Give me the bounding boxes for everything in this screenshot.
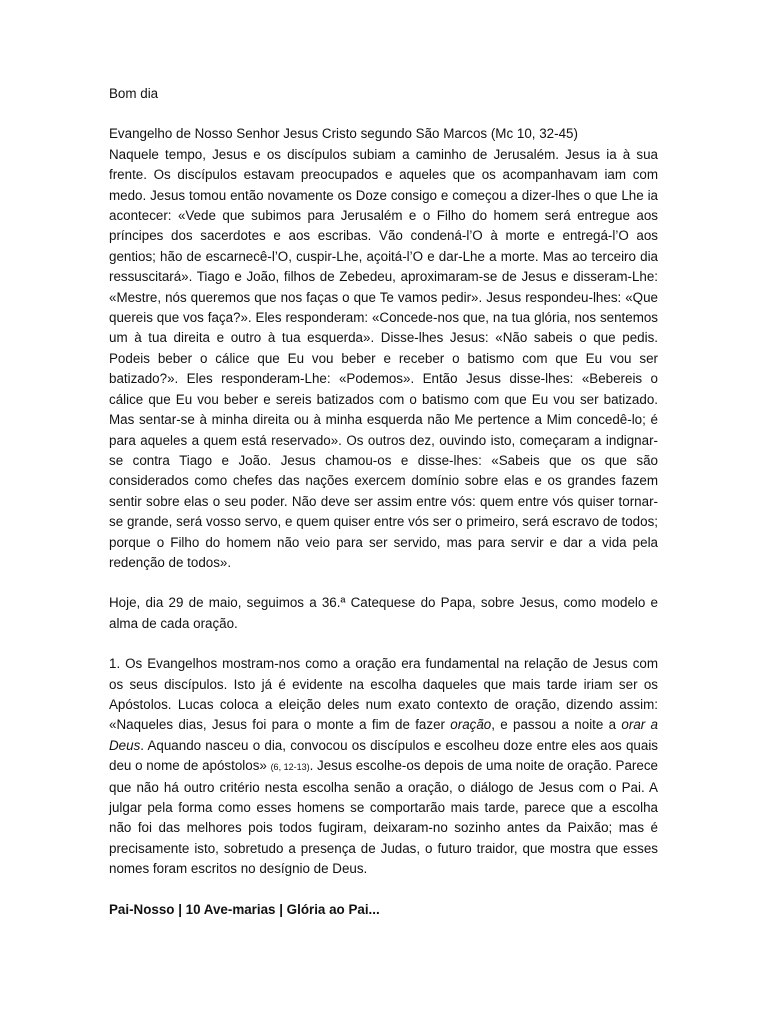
point-1-reference: (6, 12-13) <box>270 762 310 773</box>
point-1-italic-orar: orar a Deus <box>109 717 658 753</box>
point-1-text-b: , e passou a noite a <box>491 717 622 733</box>
point-1-text-d: . Jesus escolhe-os depois de uma noite de oração. Parece que não há outro critério nesta escolha senão a oração, o diálogo de Jesus com o Pai. A julgar pela forma como esses homens se comportarão mais tarde, parece que a escolha não foi das melhores pois todos fugiram, deixaram-no sozinho antes da Paixão; mas é precisamente isto, sobretudo a presença de Judas, o futuro traidor, que mostra que esses nomes foram escritos no desígnio de Deus. <box>109 758 658 877</box>
gospel-text: Naquele tempo, Jesus e os discípulos subiam a caminho de Jerusalém. Jesus ia à sua frente. Os discípulos estavam preocupados e aqueles que os acompanhavam iam com medo. Jesus tomou então novamente os Doze consigo e começou a dizer-lhes o que Lhe ia acontecer: «Vede que subimos para Jerusalém e o Filho do homem será entregue aos príncipes dos sacerdotes e aos escribas. Vão condená-l’O à morte e entregá-l’O aos gentios; hão de escarnecê-l’O, cuspir-Lhe, açoitá-l’O e dar-Lhe a morte. Mas ao terceiro dia ressuscitará». Tiago e João, filhos de Zebedeu, aproximaram-se de Jesus e disseram-Lhe: «Mestre, nós queremos que nos faças o que Te vamos pedir». Jesus respondeu-lhes: «Que quereis que vos faça?». Eles responderam: «Concede-nos que, na tua glória, nos sentemos um à tua direita e outro à tua esquerda». Disse-lhes Jesus: «Não sabeis o que pedis. Podeis beber o cálice que Eu vou beber e receber o batismo com que Eu vou ser batizado?». Eles responderam-Lhe: «Podemos». Então Jesus disse-lhes: «Bebereis o cálice que Eu vou beber e sereis batizados com o batismo com que Eu vou ser batizado. Mas sentar-se à minha direita ou à minha esquerda não Me pertence a Mim concedê-lo; é para aqueles a quem está reservado». Os outros dez, ouvindo isto, começaram a indignar-se contra Tiago e João. Jesus chamou-os e disse-lhes: «Sabeis que os que são considerados como chefes das nações exercem domínio sobre elas e os grandes fazem sentir sobre elas o seu poder. Não deve ser assim entre vós: quem entre vós quiser tornar-se grande, será vosso servo, e quem quiser entre vós ser o primeiro, será escravo de todos; porque o Filho do homem não veio para ser servido, mas para servir e dar a vida pela redenção de todos». <box>109 146 658 570</box>
point-1-text-c: . Aquando nasceu o dia, convocou os discípulos e escolheu doze entre eles aos quais deu o nome de apóstolos» <box>109 737 658 774</box>
point-1-italic-oracao: oração <box>450 717 492 733</box>
point-1-paragraph <box>109 654 658 879</box>
gospel-heading: Evangelho de Nosso Senhor Jesus Cristo segundo São Marcos (Mc 10, 32-45) <box>109 126 578 142</box>
document-page <box>109 84 658 920</box>
prayers-line: Pai-Nosso | 10 Ave-marias | Glória ao Pai... <box>109 901 380 917</box>
intro-paragraph: Hoje, dia 29 de maio, seguimos a 36.ª Catequese do Papa, sobre Jesus, como modelo e alma de cada oração. <box>109 595 658 631</box>
point-1-text-a: 1. Os Evangelhos mostram-nos como a oração era fundamental na relação de Jesus com os seus discípulos. Isto já é evidente na escolha daqueles que mais tarde iriam ser os Apóstolos. Lucas coloca a eleição deles num exato contexto de oração, dizendo assim: «Naqueles dias, Jesus foi para o monte a fim de fazer <box>109 656 658 733</box>
greeting-text: Bom dia <box>109 86 159 101</box>
